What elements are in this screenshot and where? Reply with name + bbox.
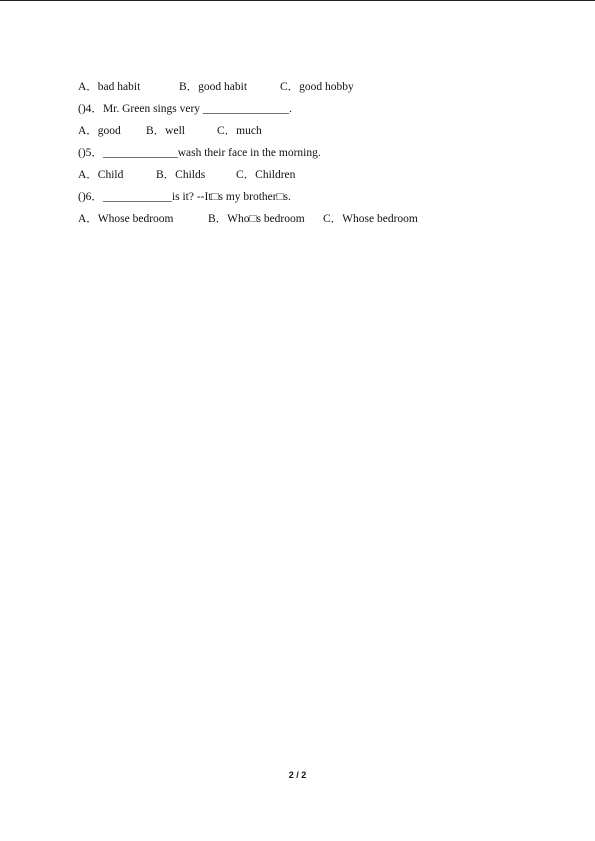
question-4 (78, 102, 321, 124)
option-c: C．much (217, 125, 262, 137)
option-c: C．Whose bedroom (323, 213, 418, 225)
option-c: C．Children (236, 169, 296, 181)
question-text: _____________wash their face in the morning. (102, 147, 321, 159)
question-paren: ( (78, 147, 82, 159)
option-b: B．good habit (179, 81, 248, 93)
option-c: C．good hobby (280, 81, 354, 93)
page-top-rule (0, 0, 595, 1)
question-paren: ( (78, 191, 82, 203)
question-paren: ( (78, 103, 82, 115)
worksheet-content (78, 80, 418, 234)
question-number: )4． (81, 103, 103, 115)
page-number: 2 / 2 (288, 770, 307, 780)
question-6 (78, 190, 321, 212)
options-row (78, 124, 321, 146)
question-text: Mr. Green sings very _______________. (102, 103, 293, 115)
option-b: B．well (146, 125, 185, 137)
option-a: A．Child (78, 169, 124, 181)
option-a: A．bad habit (78, 81, 141, 93)
options-row (78, 212, 418, 234)
question-number: )5． (81, 147, 103, 159)
options-row (78, 80, 354, 102)
option-a: A．good (78, 125, 121, 137)
option-a: A．Whose bedroom (78, 213, 174, 225)
question-number: )6． (81, 191, 103, 203)
option-b: B．Childs (156, 169, 206, 181)
question-text: ____________is it? --It□s my brother□s. (102, 191, 291, 203)
option-b: B．Who□s bedroom (208, 213, 305, 225)
options-row (78, 168, 321, 190)
question-5 (78, 146, 321, 168)
